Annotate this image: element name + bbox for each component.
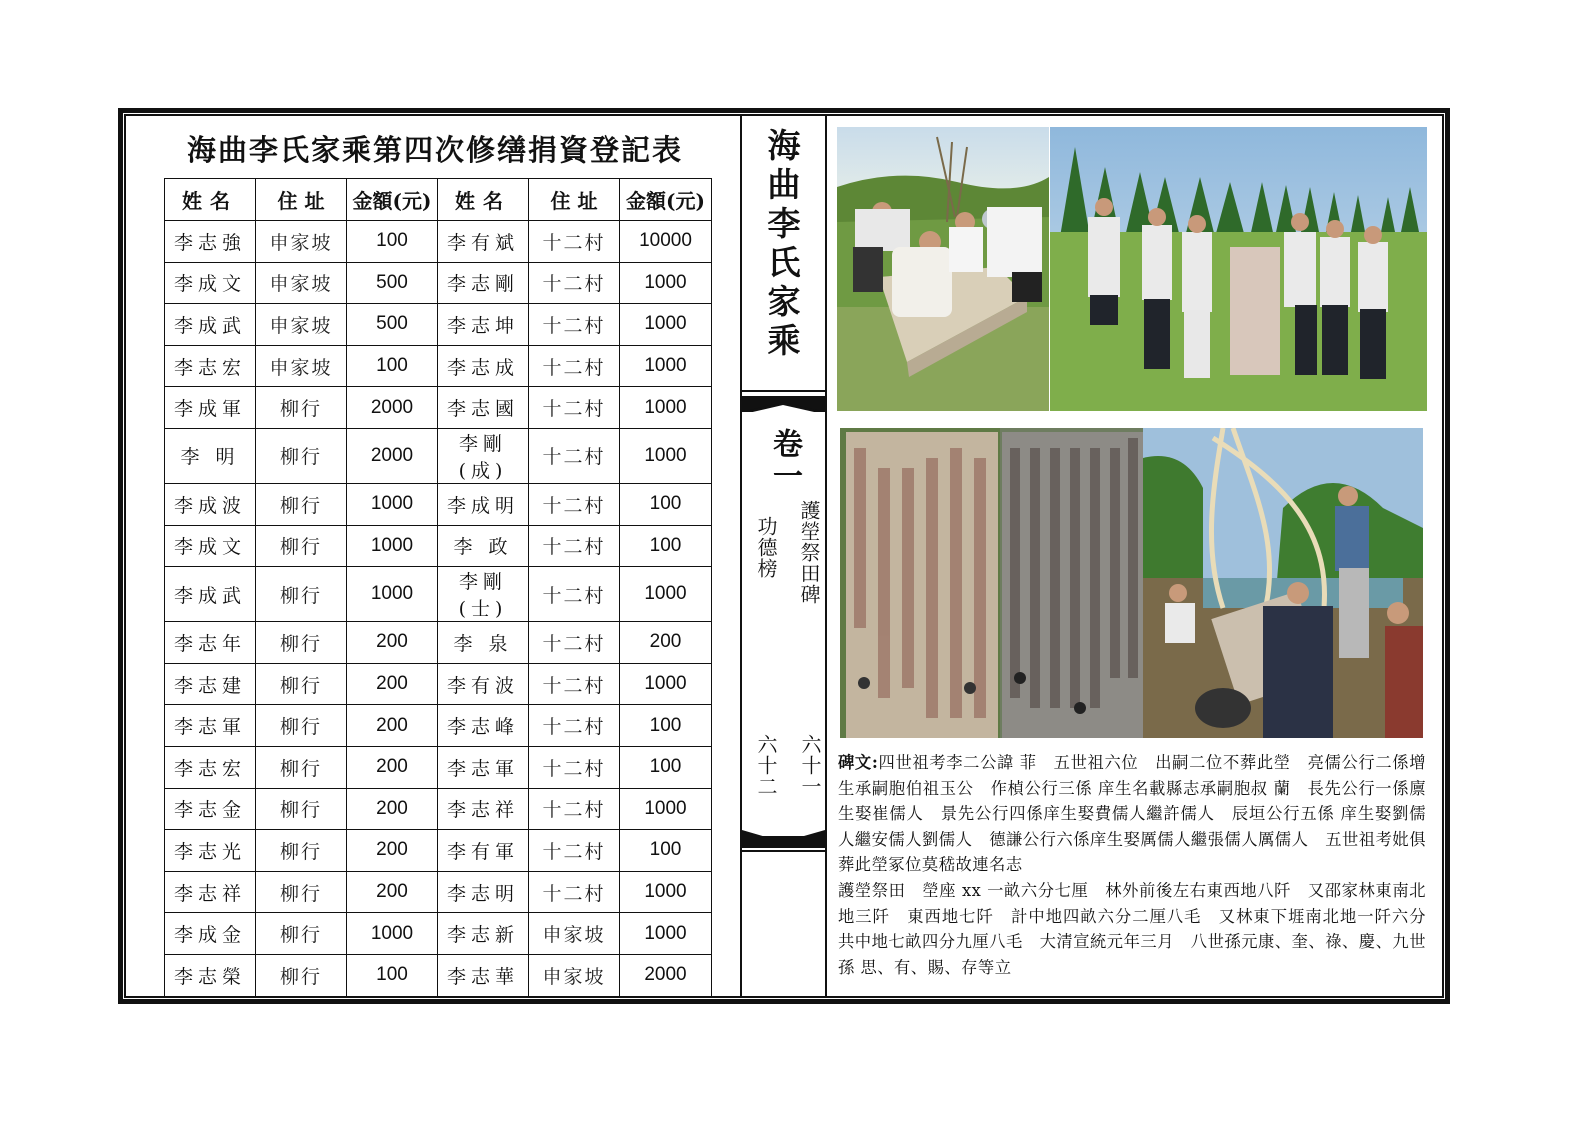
- donor-address: 柳行: [256, 428, 347, 483]
- donor-name: 李志光: [165, 830, 256, 872]
- table-row: [165, 663, 712, 705]
- table-header-row: [165, 179, 712, 221]
- spine-title-char: 李: [767, 204, 801, 243]
- table-row: [165, 345, 712, 387]
- header-address-2: 住 址: [529, 179, 620, 221]
- header-name-1: 姓名: [165, 179, 256, 221]
- donor-name: 李 政: [438, 525, 529, 567]
- table-row: [165, 387, 712, 429]
- donor-address: 申家坡: [529, 913, 620, 955]
- donor-amount: 100: [620, 830, 712, 872]
- donor-amount: 100: [620, 483, 712, 525]
- donor-amount: 200: [347, 663, 438, 705]
- donor-name: 李成文: [165, 525, 256, 567]
- donor-name: 李成武: [165, 567, 256, 622]
- donor-name: 李志新: [438, 913, 529, 955]
- donor-name: 李志祥: [438, 788, 529, 830]
- inscription-label: 碑文:: [838, 753, 879, 772]
- donor-address: 十二村: [529, 788, 620, 830]
- table-row: [165, 788, 712, 830]
- photo-stele-face-right: [1000, 428, 1143, 738]
- donor-name: 李志年: [165, 622, 256, 664]
- spine-rule: [742, 390, 825, 392]
- donor-amount: 1000: [620, 345, 712, 387]
- donor-address: 十二村: [529, 262, 620, 304]
- donor-address: 柳行: [256, 871, 347, 913]
- donor-name: 李 泉: [438, 622, 529, 664]
- donor-name: 李有軍: [438, 830, 529, 872]
- donor-address: 柳行: [256, 830, 347, 872]
- donor-name: 李志軍: [165, 705, 256, 747]
- donor-address: 柳行: [256, 567, 347, 622]
- donor-name: 李志明: [438, 871, 529, 913]
- merit-list-caption: 功德榜: [754, 516, 778, 579]
- donor-address: 柳行: [256, 483, 347, 525]
- donor-address: 柳行: [256, 954, 347, 996]
- donor-name: 李志軍: [438, 746, 529, 788]
- donor-address: 十二村: [529, 705, 620, 747]
- donor-amount: 200: [347, 830, 438, 872]
- photo-stele-face-left: [840, 428, 1000, 738]
- donor-name: 李志坤: [438, 304, 529, 346]
- donor-address: 柳行: [256, 622, 347, 664]
- donor-amount: 100: [620, 525, 712, 567]
- donor-name: 李 明: [165, 428, 256, 483]
- table-body: [165, 221, 712, 997]
- table-row: [165, 705, 712, 747]
- donor-amount: 200: [347, 705, 438, 747]
- donor-amount: 1000: [620, 262, 712, 304]
- table-row: [165, 567, 712, 622]
- spine-title-char: 海: [767, 126, 801, 165]
- photo-hoisting-stele: [1143, 428, 1423, 738]
- donor-amount: 1000: [347, 525, 438, 567]
- table-row: [165, 221, 712, 263]
- donor-address: 申家坡: [256, 304, 347, 346]
- table-row: [165, 304, 712, 346]
- donor-amount: 100: [620, 705, 712, 747]
- donor-amount: 2000: [347, 428, 438, 483]
- table-title: 海曲李氏家乘第四次修缮捐資登記表: [186, 133, 683, 167]
- donor-address: 十二村: [529, 567, 620, 622]
- header-amount-2: 金額(元): [620, 179, 712, 221]
- donor-amount: 1000: [620, 567, 712, 622]
- donor-address: 十二村: [529, 345, 620, 387]
- donor-name: 李成軍: [165, 387, 256, 429]
- donor-address: 柳行: [256, 788, 347, 830]
- page-number-right: 六十一: [798, 734, 822, 797]
- donor-amount: 100: [347, 221, 438, 263]
- donor-name: 李志建: [165, 663, 256, 705]
- header-amount-1: 金額(元): [347, 179, 438, 221]
- donor-amount: 1000: [620, 788, 712, 830]
- donor-amount: 500: [347, 304, 438, 346]
- donor-address: 十二村: [529, 525, 620, 567]
- spine-rule: [742, 850, 825, 852]
- donor-amount: 2000: [347, 387, 438, 429]
- donor-amount: 200: [347, 871, 438, 913]
- donor-amount: 500: [347, 262, 438, 304]
- spine-right-border: [825, 116, 827, 996]
- donor-amount: 100: [347, 954, 438, 996]
- donor-address: 申家坡: [256, 221, 347, 263]
- donor-address: 申家坡: [256, 262, 347, 304]
- donor-name: 李剛(士): [438, 567, 529, 622]
- header-address-1: 住 址: [256, 179, 347, 221]
- donor-amount: 1000: [347, 913, 438, 955]
- donor-amount: 1000: [620, 871, 712, 913]
- donor-address: 柳行: [256, 663, 347, 705]
- donor-address: 柳行: [256, 705, 347, 747]
- donor-amount: 1000: [620, 304, 712, 346]
- donor-name: 李志華: [438, 954, 529, 996]
- donor-name: 李志宏: [165, 746, 256, 788]
- spine-title: [744, 126, 824, 388]
- donor-address: 柳行: [256, 387, 347, 429]
- donor-amount: 10000: [620, 221, 712, 263]
- table-row: [165, 871, 712, 913]
- donor-address: 柳行: [256, 913, 347, 955]
- donor-amount: 1000: [620, 913, 712, 955]
- donor-address: 十二村: [529, 387, 620, 429]
- donor-address: 十二村: [529, 871, 620, 913]
- volume-label: 卷一: [767, 428, 802, 492]
- donor-amount: 100: [347, 345, 438, 387]
- donor-name: 李志祥: [165, 871, 256, 913]
- donor-name: 李志剛: [438, 262, 529, 304]
- donor-amount: 1000: [620, 428, 712, 483]
- donor-amount: 1000: [620, 387, 712, 429]
- stele-caption: 護塋祭田碑: [797, 500, 821, 605]
- header-name-2: 姓名: [438, 179, 529, 221]
- donor-address: 十二村: [529, 221, 620, 263]
- table-row: [165, 622, 712, 664]
- table-row: [165, 525, 712, 567]
- inscription-body-1: 四世祖考李二公諱 菲 五世祖六位 出嗣二位不葬此塋 亮儒公行二係增生承嗣胞伯祖玉公 作楨公行三係 庠生名載縣志承嗣胞叔 蘭 長先公行一係廪生娶崔儒人 景先公行四係庠生娶費儒人繼許儒人 辰垣公行五係 庠生娶劉儒人繼安儒人劉儒人 德謙公行六係庠生娶厲儒人繼張儒人厲儒人 五世祖考妣俱葬此塋冢位莫嵇故連名志: [838, 753, 1426, 875]
- table-row: [165, 483, 712, 525]
- spine-title-char: 乘: [767, 321, 801, 360]
- donor-address: 十二村: [529, 483, 620, 525]
- photo-group-with-stele: [1050, 127, 1427, 411]
- spine-title-char: 曲: [767, 165, 801, 204]
- table-row: [165, 830, 712, 872]
- spine-left-border: [740, 116, 742, 996]
- table-row: [165, 428, 712, 483]
- donor-name: 李成武: [165, 304, 256, 346]
- donation-table: [164, 178, 712, 997]
- donor-amount: 1000: [347, 567, 438, 622]
- spine-bottom-band: [742, 836, 825, 846]
- donor-address: 十二村: [529, 622, 620, 664]
- donor-address: 十二村: [529, 746, 620, 788]
- donor-name: 李成波: [165, 483, 256, 525]
- donor-address: 柳行: [256, 746, 347, 788]
- donor-name: 李有斌: [438, 221, 529, 263]
- donor-address: 十二村: [529, 428, 620, 483]
- spine-title-char: 氏: [767, 243, 801, 282]
- donor-name: 李成明: [438, 483, 529, 525]
- donor-name: 李志成: [438, 345, 529, 387]
- page-number-left: 六十二: [754, 734, 778, 797]
- donor-address: 十二村: [529, 830, 620, 872]
- spine-title-char: 家: [767, 282, 801, 321]
- donor-amount: 1000: [347, 483, 438, 525]
- donor-address: 十二村: [529, 663, 620, 705]
- table-row: [165, 262, 712, 304]
- donor-amount: 1000: [620, 663, 712, 705]
- donor-address: 柳行: [256, 525, 347, 567]
- donor-amount: 100: [620, 746, 712, 788]
- donor-amount: 200: [347, 746, 438, 788]
- donor-address: 申家坡: [529, 954, 620, 996]
- donor-name: 李志榮: [165, 954, 256, 996]
- donor-address: 申家坡: [256, 345, 347, 387]
- donor-name: 李成金: [165, 913, 256, 955]
- donor-name: 李志金: [165, 788, 256, 830]
- donor-name: 李剛(成): [438, 428, 529, 483]
- table-row: [165, 954, 712, 996]
- donor-amount: 200: [620, 622, 712, 664]
- donor-amount: 200: [347, 788, 438, 830]
- donor-address: 十二村: [529, 304, 620, 346]
- table-row: [165, 913, 712, 955]
- donor-amount: 2000: [620, 954, 712, 996]
- donor-name: 李志強: [165, 221, 256, 263]
- inscription-para-2: 護塋祭田 塋座 xx 一畝六分七厘 林外前後左右東西地八阡 又邵家林東南北地三阡 東西地七阡 計中地四畝六分二厘八毛 又林東下堐南北地一阡六分 共中地七畝四分九厘八毛 大清宣統元年三月 八世孫元康、奎、祿、慶、九世孫 思、有、賜、存等立: [838, 880, 1443, 977]
- donor-name: 李志宏: [165, 345, 256, 387]
- photo-men-lifting-stele: [837, 127, 1049, 411]
- donor-name: 李成文: [165, 262, 256, 304]
- donor-name: 李志峰: [438, 705, 529, 747]
- inscription-para-1: [838, 750, 1426, 878]
- table-row: [165, 746, 712, 788]
- spine-top-fishtail: [742, 400, 825, 430]
- donor-amount: 200: [347, 622, 438, 664]
- donor-name: 李有波: [438, 663, 529, 705]
- donor-name: 李志國: [438, 387, 529, 429]
- inscription-text: [838, 750, 1443, 980]
